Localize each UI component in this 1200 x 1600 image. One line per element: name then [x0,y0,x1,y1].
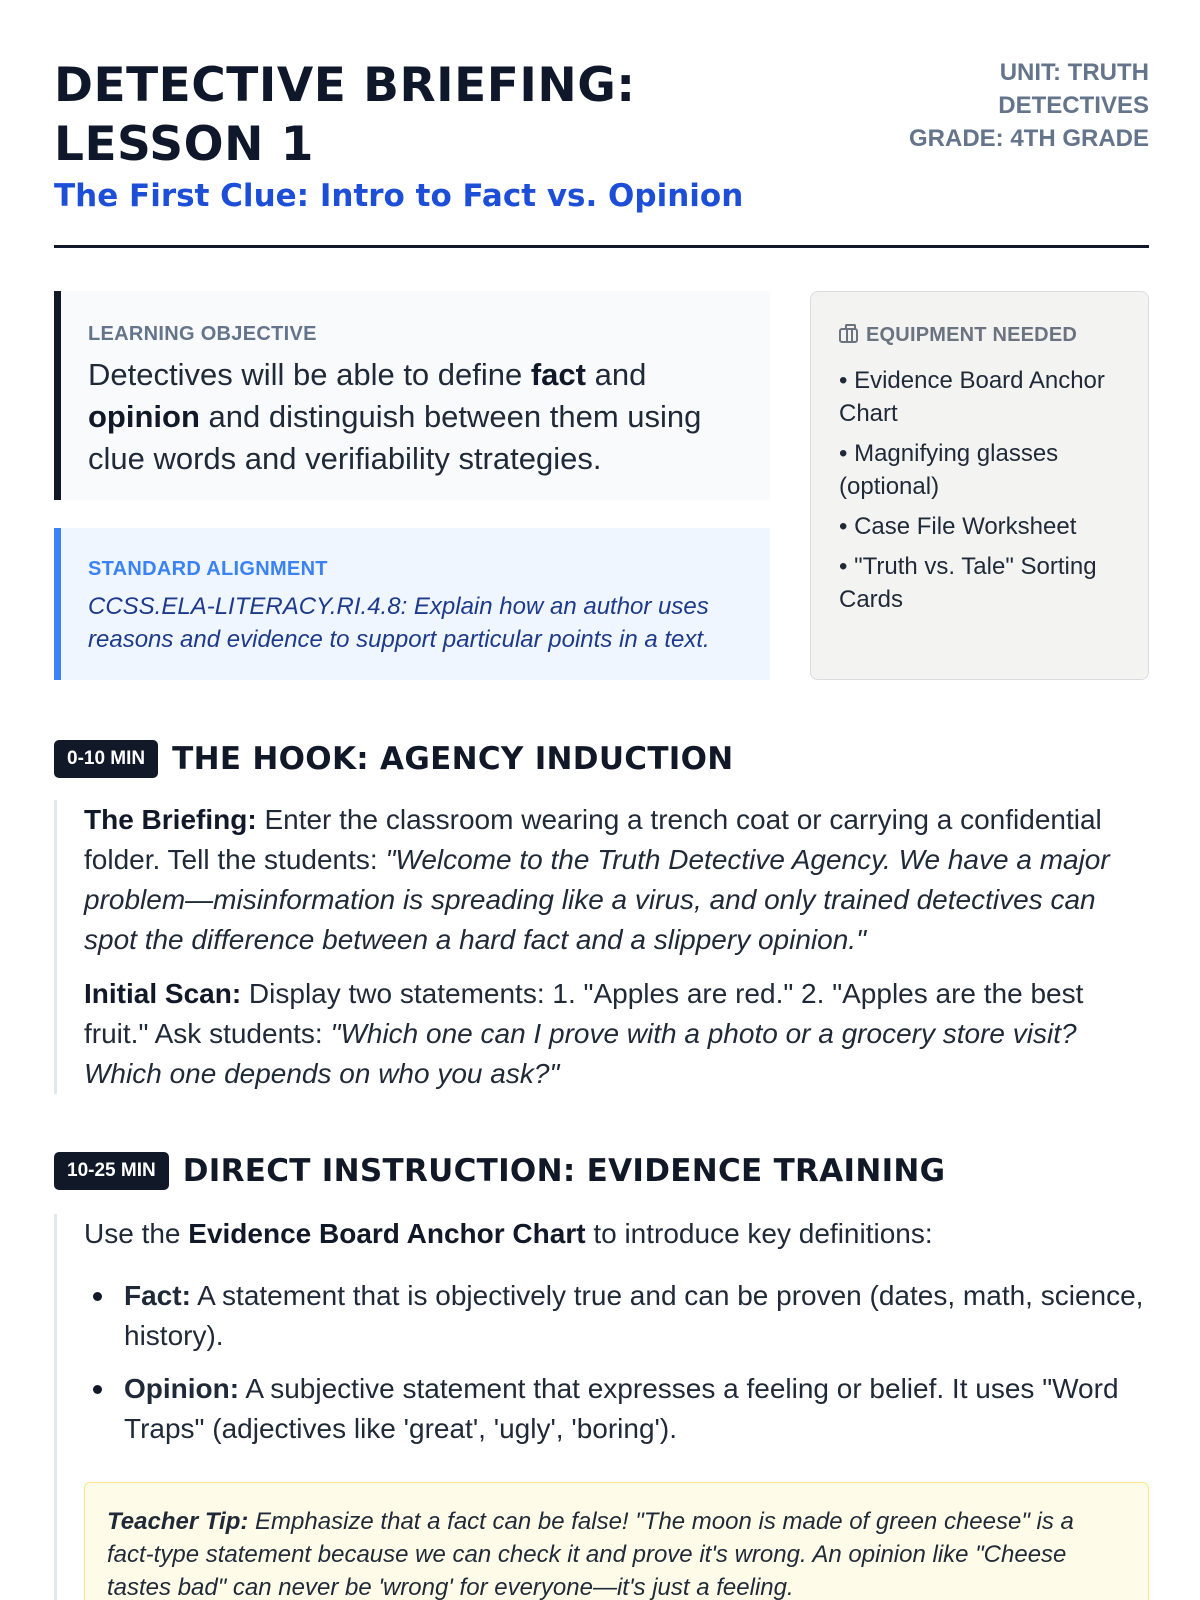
hook-section-body [54,800,1149,1094]
initial-scan-paragraph: Initial Scan: Display two statements: 1. "Apples are red." 2. "Apples are the best fruit." Ask students: "Which one can I prove with a photo or a grocery store visit? Which one depends on who you ask?" [84,978,1084,1089]
briefing-paragraph: The Briefing: Enter the classroom wearing a trench coat or carrying a confidential folder. Tell the students: "Welcome to the Truth Detective Agency. We have a major problem—misinformation is spreading like a virus, and only trained detectives can spot the difference between a hard fact and a slippery opinion." [84,804,1110,955]
equipment-heading [839,322,1128,348]
briefcase-icon [839,328,858,343]
definition-opinion: Opinion: A subjective statement that expresses a feeling or belief. It uses "Word Traps" (adjectives like 'great', 'ugly', 'boring'). [84,1369,1149,1449]
lesson-page [54,0,1149,1600]
title-line-2: LESSON 1 [54,117,314,172]
equipment-item: • "Truth vs. Tale" Sorting Cards [839,553,1097,613]
meta-line-3: GRADE: 4TH GRADE [908,125,1149,152]
hook-section-heading [54,740,734,778]
equipment-label: EQUIPMENT NEEDED [866,324,1078,346]
equipment-item: • Evidence Board Anchor Chart [839,367,1105,427]
objective-text: Detectives will be able to define fact and opinion and distinguish between them using clue words and verifiability strategies. [88,357,702,476]
title-line-1: DETECTIVE BRIEFING: [54,58,636,113]
equipment-item: • Magnifying glasses (optional) [839,440,1059,500]
section-title: THE HOOK: AGENCY INDUCTION [172,741,734,777]
teacher-tip-text: Emphasize that a fact can be false! "The moon is made of green cheese" is a fact-type statement because we can check it and prove it's wrong. An opinion like "Cheese tastes bad" can never be 'wrong' for everyone—it's just a feeling. [107,1508,1074,1600]
teacher-tip-box [84,1482,1149,1600]
meta-line-1: UNIT: TRUTH [999,59,1149,86]
standard-text: CCSS.ELA-LITERACY.RI.4.8: Explain how an author uses reasons and evidence to support particular points in a text. [88,593,710,653]
equipment-list [839,364,1128,616]
instruction-intro: Use the Evidence Board Anchor Chart to introduce key definitions: [84,1218,933,1249]
meta-line-2: DETECTIVES [998,92,1149,119]
instruction-section-heading [54,1152,945,1190]
unit-grade-meta [889,56,1149,155]
definition-list [84,1276,1149,1449]
page-title [54,56,814,174]
page-subtitle: The First Clue: Intro to Fact vs. Opinion [54,178,744,214]
standard-alignment-box [54,528,770,680]
objective-label: LEARNING OBJECTIVE [88,323,317,345]
definition-fact: Fact: A statement that is objectively true and can be proven (dates, math, science, history). [84,1276,1149,1356]
standard-label: STANDARD ALIGNMENT [88,558,328,580]
learning-objective-box [54,291,770,500]
section-title: DIRECT INSTRUCTION: EVIDENCE TRAINING [182,1153,946,1189]
equipment-item: • Case File Worksheet [839,513,1077,540]
time-badge: 10-25 MIN [54,1152,169,1190]
equipment-box [810,291,1149,680]
header-divider [54,245,1149,248]
time-badge: 0-10 MIN [54,740,158,778]
teacher-tip-label: Teacher Tip: [107,1508,249,1535]
header [54,56,1149,248]
